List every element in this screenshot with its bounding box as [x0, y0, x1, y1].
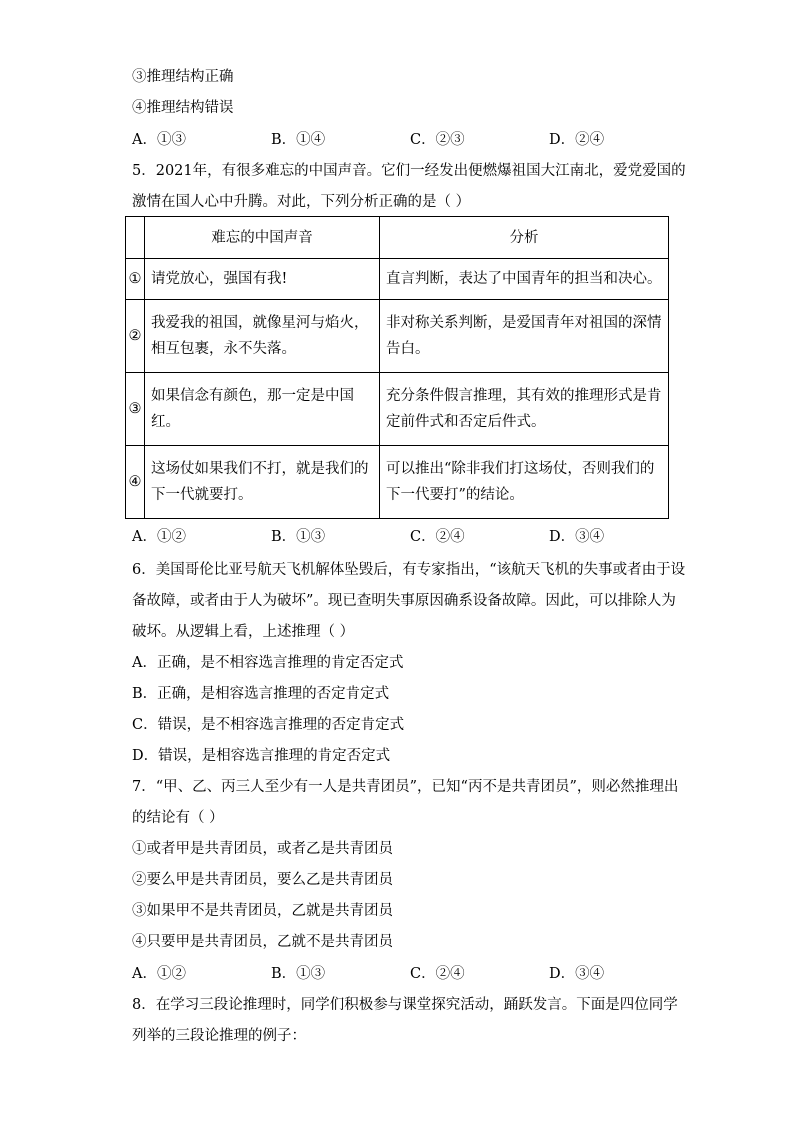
- q7-option-d[interactable]: D．③④: [549, 966, 605, 982]
- q7-statement-4: ④只要甲是共青团员，乙就不是共青团员: [132, 934, 393, 950]
- statement-3: ③推理结构正确: [132, 69, 234, 85]
- table-row: [126, 373, 669, 446]
- q5-stem-line1: 5．2021年，有很多难忘的中国声音。它们一经发出便燃爆祖国大江南北，爱党爱国的: [132, 163, 686, 179]
- table-row: [126, 446, 669, 519]
- row-number: ②: [126, 300, 145, 373]
- q7-option-c[interactable]: C．②④: [410, 966, 465, 982]
- q5-table: [125, 216, 669, 519]
- q7-statement-1: ①或者甲是共青团员，或者乙是共青团员: [132, 841, 393, 857]
- q6-stem-line1: 6．美国哥伦比亚号航天飞机解体坠毁后，有专家指出，“该航天飞机的失事或者由于设: [132, 562, 686, 578]
- row-voice: 请党放心，强国有我!: [145, 259, 380, 300]
- q5-option-d[interactable]: D．③④: [549, 529, 605, 545]
- q7-statement-2: ②要么甲是共青团员，要么乙是共青团员: [132, 872, 393, 888]
- row-analysis: 充分条件假言推理，其有效的推理形式是肯定前件式和否定后件式。: [380, 373, 669, 446]
- q4-option-b[interactable]: B．①④: [271, 132, 326, 148]
- row-analysis: 可以推出“除非我们打这场仗，否则我们的下一代要打”的结论。: [380, 446, 669, 519]
- table-header-row: [126, 217, 669, 259]
- q7-stem-line1: 7．“甲、乙、丙三人至少有一人是共青团员”，已知“丙不是共青团员”，则必然推理出: [132, 779, 679, 795]
- q7-option-a[interactable]: A．①②: [132, 966, 186, 982]
- q6-option-c[interactable]: C．错误，是不相容选言推理的否定肯定式: [132, 717, 405, 733]
- q5-stem-line2: 激情在国人心中升腾。对此，下列分析正确的是（ ）: [132, 194, 471, 210]
- q4-option-a[interactable]: A．①③: [132, 132, 186, 148]
- q5-option-b[interactable]: B．①③: [271, 529, 326, 545]
- q7-statement-3: ③如果甲不是共青团员，乙就是共青团员: [132, 903, 393, 919]
- q4-option-d[interactable]: D．②④: [549, 132, 605, 148]
- q6-stem-line3: 破坏。从逻辑上看，上述推理（ ）: [132, 624, 355, 640]
- table-header-blank: [126, 217, 145, 259]
- table-row: [126, 300, 669, 373]
- table-row: [126, 259, 669, 300]
- q8-stem-line2: 列举的三段论推理的例子：: [132, 1028, 306, 1044]
- q7-option-b[interactable]: B．①③: [271, 966, 326, 982]
- q8-stem-line1: 8．在学习三段论推理时，同学们积极参与课堂探究活动，踊跃发言。下面是四位同学: [132, 997, 678, 1013]
- q6-option-a[interactable]: A．正确，是不相容选言推理的肯定否定式: [132, 655, 404, 671]
- row-number: ④: [126, 446, 145, 519]
- row-number: ①: [126, 259, 145, 300]
- row-analysis: 非对称关系判断，是爱国青年对祖国的深情告白。: [380, 300, 669, 373]
- statement-4: ④推理结构错误: [132, 100, 234, 116]
- q5-options: [132, 527, 652, 547]
- row-number: ③: [126, 373, 145, 446]
- q6-option-d[interactable]: D．错误，是相容选言推理的肯定否定式: [132, 748, 391, 764]
- q7-options: [132, 964, 652, 984]
- row-voice: 如果信念有颜色，那一定是中国红。: [145, 373, 380, 446]
- q5-option-c[interactable]: C．②④: [410, 529, 465, 545]
- table-header-analysis: 分析: [380, 217, 669, 259]
- q6-option-b[interactable]: B．正确，是相容选言推理的否定肯定式: [132, 686, 390, 702]
- q5-option-a[interactable]: A．①②: [132, 529, 186, 545]
- row-voice: 这场仗如果我们不打，就是我们的下一代就要打。: [145, 446, 380, 519]
- row-voice: 我爱我的祖国，就像星河与焰火，相互包裹，永不失落。: [145, 300, 380, 373]
- table-header-voice: 难忘的中国声音: [145, 217, 380, 259]
- row-analysis: 直言判断，表达了中国青年的担当和决心。: [380, 259, 669, 300]
- q7-stem-line2: 的结论有（ ）: [132, 810, 224, 826]
- q6-stem-line2: 备故障，或者由于人为破坏”。现已查明失事原因确系设备故障。因此，可以排除人为: [132, 593, 676, 609]
- q4-option-c[interactable]: C．②③: [410, 132, 465, 148]
- q4-options: [132, 130, 652, 150]
